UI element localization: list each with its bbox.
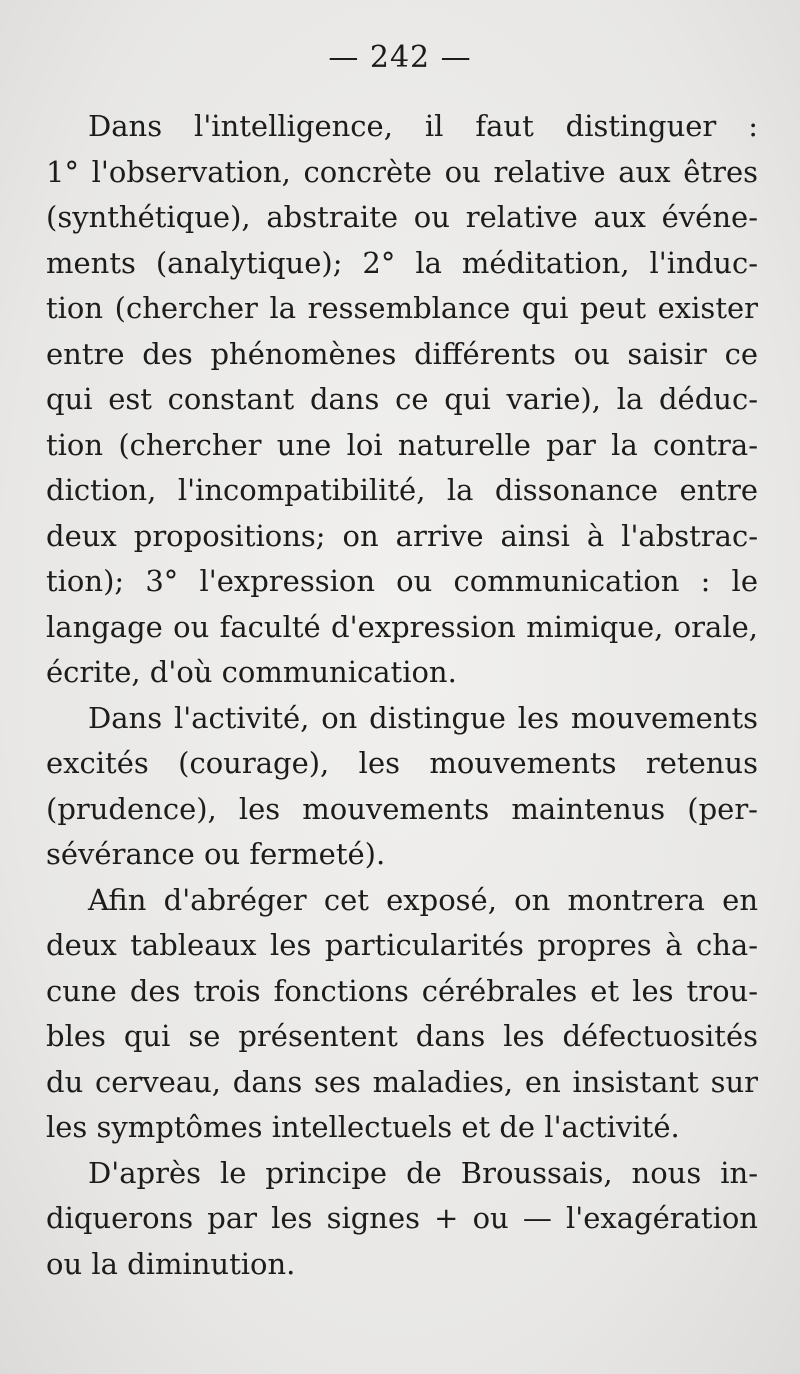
text-line: qui est constant dans ce qui varie), la déduc-: [46, 382, 758, 416]
text-line: écrite, d'où communication.: [46, 655, 457, 689]
text-line: D'après le principe de Broussais, nous in-: [88, 1155, 758, 1190]
text-line: cune des trois fonctions cérébrales et les trou-: [46, 973, 758, 1008]
text-line: (prudence), les mouvements maintenus (per-: [46, 791, 758, 826]
text-line: Afin d'abréger cet exposé, on montrera en: [88, 882, 758, 917]
text-line: tion); 3° l'expression ou communication : le: [46, 564, 758, 598]
text-line: sévérance ou fermeté).: [46, 837, 386, 871]
text-line: ou la diminution.: [46, 1246, 296, 1281]
text-line: les symptômes intellectuels et de l'activité.: [46, 1110, 680, 1144]
text-line: bles qui se présentent dans les défectuosités: [46, 1019, 758, 1053]
text-line: Dans l'intelligence, il faut distinguer :: [88, 109, 758, 143]
text-line: Dans l'activité, on distingue les mouvements: [88, 700, 758, 735]
text-line: entre des phénomènes différents ou saisir ce: [46, 336, 758, 371]
text-line: langage ou faculté d'expression mimique, orale,: [46, 609, 758, 644]
text-line: tion (chercher une loi naturelle par la contra-: [46, 427, 758, 462]
text-line: diction, l'incompatibilité, la dissonance entre: [46, 473, 758, 507]
text-line: du cerveau, dans ses maladies, en insistant sur: [46, 1064, 758, 1099]
text-line: 1° l'observation, concrète ou relative aux êtres: [46, 154, 758, 189]
text-line: deux tableaux les particularités propres à cha-: [46, 928, 758, 962]
text-line: tion (chercher la ressemblance qui peut exister: [46, 291, 758, 325]
body-text: [46, 104, 758, 1287]
text-line: (synthétique), abstraite ou relative aux événe-: [46, 200, 758, 234]
text-line: deux propositions; on arrive ainsi à l'abstrac-: [46, 518, 758, 553]
page-number: — 242 —: [328, 40, 472, 75]
text-line: excités (courage), les mouvements retenus: [46, 746, 758, 780]
text-line: ments (analytique); 2° la méditation, l'induc-: [46, 245, 758, 280]
text-line: diquerons par les signes + ou — l'exagération: [46, 1201, 758, 1235]
